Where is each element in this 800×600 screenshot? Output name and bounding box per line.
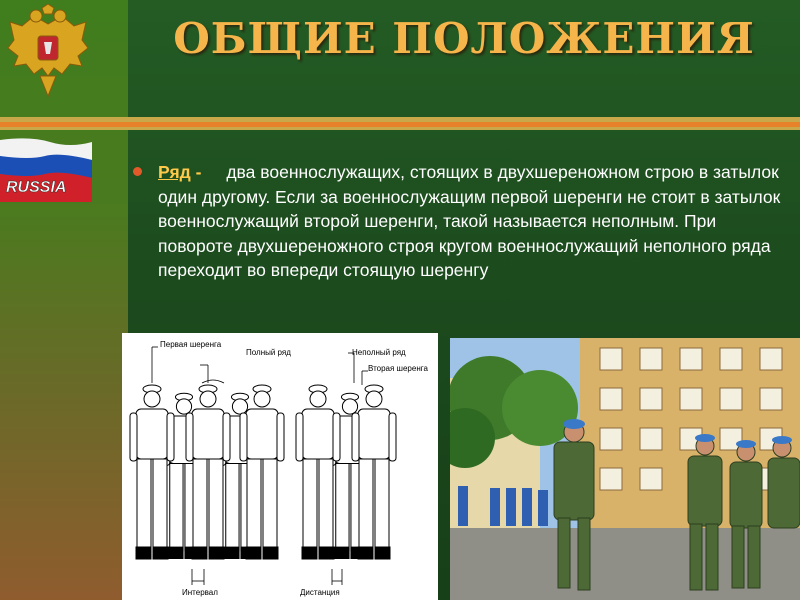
- bullet-icon: [133, 167, 142, 176]
- soldier-figure: [240, 385, 284, 559]
- label-second-rank: Вторая шеренга: [368, 364, 428, 373]
- russia-flag-icon: [0, 136, 92, 202]
- term-label: Ряд: [158, 162, 191, 182]
- slide-title: ОБЩИЕ ПОЛОЖЕНИЯ: [173, 14, 755, 63]
- soldier-figure: [352, 385, 396, 559]
- soldier-figure: [296, 385, 340, 559]
- definition-paragraph: [158, 160, 788, 283]
- definition-text: два военнослужащих, стоящих в двухшереножном строю в затылок один другому. Если за военнослужащим первой шеренги не стоит в затылок военнослужащий второй шеренги, такой называется неполным. При повороте двухшереножного строя кругом военнослужащий неполного ряда переходит во впереди стоящую шеренгу: [158, 162, 781, 280]
- parade-photo: [450, 338, 800, 600]
- label-full-row: Полный ряд: [246, 348, 291, 357]
- coat-of-arms-icon: [4, 4, 92, 102]
- soldier-figure: [130, 385, 174, 559]
- soldier-figure: [186, 385, 230, 559]
- label-incomplete-row: Неполный ряд: [352, 348, 406, 357]
- label-interval: Интервал: [182, 588, 218, 597]
- label-distance: Дистанция: [300, 588, 340, 597]
- divider-band-lower: [0, 127, 800, 130]
- formation-diagram: [122, 333, 438, 600]
- label-first-rank: Первая шеренга: [160, 340, 222, 349]
- term-dash: -: [195, 162, 202, 182]
- flag-label: RUSSIA: [6, 179, 67, 196]
